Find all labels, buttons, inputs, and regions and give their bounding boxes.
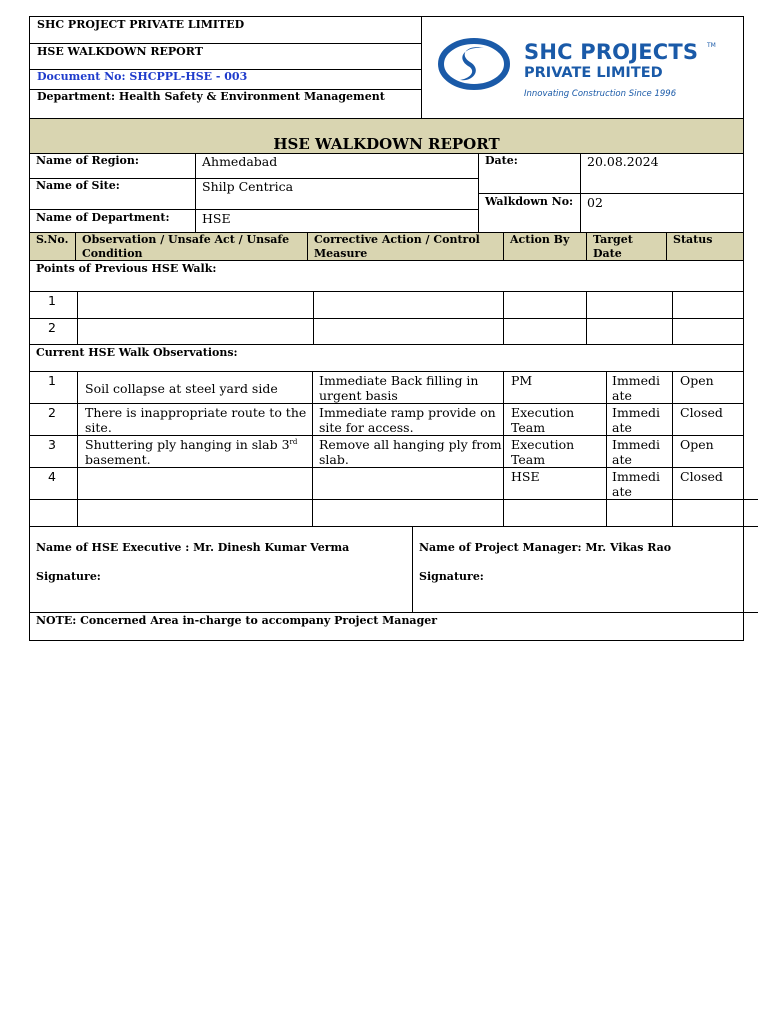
logo-emblem-icon (438, 38, 510, 90)
hse-executive-signature: Signature: (36, 570, 101, 583)
region-label: Name of Region: (36, 154, 139, 167)
target-date-cell: Immedi ate (612, 469, 661, 499)
logo-tagline: Innovating Construction Since 1996 (524, 89, 677, 99)
date-label: Date: (485, 154, 518, 167)
department-label: Name of Department: (36, 211, 170, 224)
table-row: 1 (48, 293, 56, 308)
col-corrective-action: Corrective Action / Control Measure (314, 233, 480, 260)
table-row: 2 (48, 405, 56, 420)
status-cell: Open (680, 373, 714, 388)
action-by-cell: HSE (511, 469, 540, 484)
previous-section-label: Points of Previous HSE Walk: (36, 262, 217, 275)
target-date-cell: Immedi ate (612, 437, 661, 467)
action-by-cell: Execution Team (511, 405, 575, 435)
table-row: 4 (48, 469, 56, 484)
company-logo (436, 36, 726, 106)
logo-subtitle: PRIVATE LIMITED (524, 65, 663, 81)
department-value: HSE (202, 211, 231, 226)
observation-cell: Shuttering ply hanging in slab 3rd basement. (85, 437, 298, 467)
site-label: Name of Site: (36, 179, 120, 192)
hse-executive-name: Name of HSE Executive : Mr. Dinesh Kumar Verma (36, 541, 350, 554)
observation-cell: Soil collapse at steel yard side (85, 381, 278, 396)
project-manager-signature: Signature: (419, 570, 484, 583)
col-target-date: Target Date (593, 233, 633, 260)
col-observation: Observation / Unsafe Act / Unsafe Condition (82, 233, 290, 260)
walkdown-label: Walkdown No: (485, 195, 574, 208)
action-by-cell: Execution Team (511, 437, 575, 467)
document-number: Document No: SHCPPL-HSE - 003 (37, 70, 248, 83)
col-status: Status (673, 233, 713, 246)
footer-note: NOTE: Concerned Area in-charge to accompany Project Manager (36, 614, 438, 627)
action-by-cell: PM (511, 373, 533, 388)
report-title: HSE WALKDOWN REPORT (273, 135, 500, 153)
col-sno: S.No. (36, 233, 69, 246)
target-date-cell: Immedi ate (612, 373, 661, 403)
logo-wordmark: SHC PROJECTS (524, 40, 699, 64)
region-value: Ahmedabad (202, 154, 278, 169)
status-cell: Closed (680, 469, 723, 484)
status-cell: Closed (680, 405, 723, 420)
report-name: HSE WALKDOWN REPORT (37, 45, 203, 58)
site-value: Shilp Centrica (202, 179, 294, 194)
target-date-cell: Immedi ate (612, 405, 661, 435)
table-row: 3 (48, 437, 56, 452)
walkdown-value: 02 (587, 195, 603, 210)
date-value: 20.08.2024 (587, 154, 659, 169)
corrective-action-cell: Immediate ramp provide on site for access. (319, 405, 496, 435)
col-action-by: Action By (510, 233, 570, 246)
current-section-label: Current HSE Walk Observations: (36, 346, 238, 359)
status-cell: Open (680, 437, 714, 452)
company-name: SHC PROJECT PRIVATE LIMITED (37, 18, 245, 31)
department-line: Department: Health Safety & Environment Management (37, 90, 385, 103)
table-row: 2 (48, 320, 56, 335)
project-manager-name: Name of Project Manager: Mr. Vikas Rao (419, 541, 672, 554)
corrective-action-cell: Remove all hanging ply from slab. (319, 437, 502, 467)
observation-cell: There is inappropriate route to the site. (85, 405, 307, 435)
table-row: 1 (48, 373, 56, 388)
corrective-action-cell: Immediate Back filling in urgent basis (319, 373, 479, 403)
logo-trademark: TM (707, 42, 716, 49)
